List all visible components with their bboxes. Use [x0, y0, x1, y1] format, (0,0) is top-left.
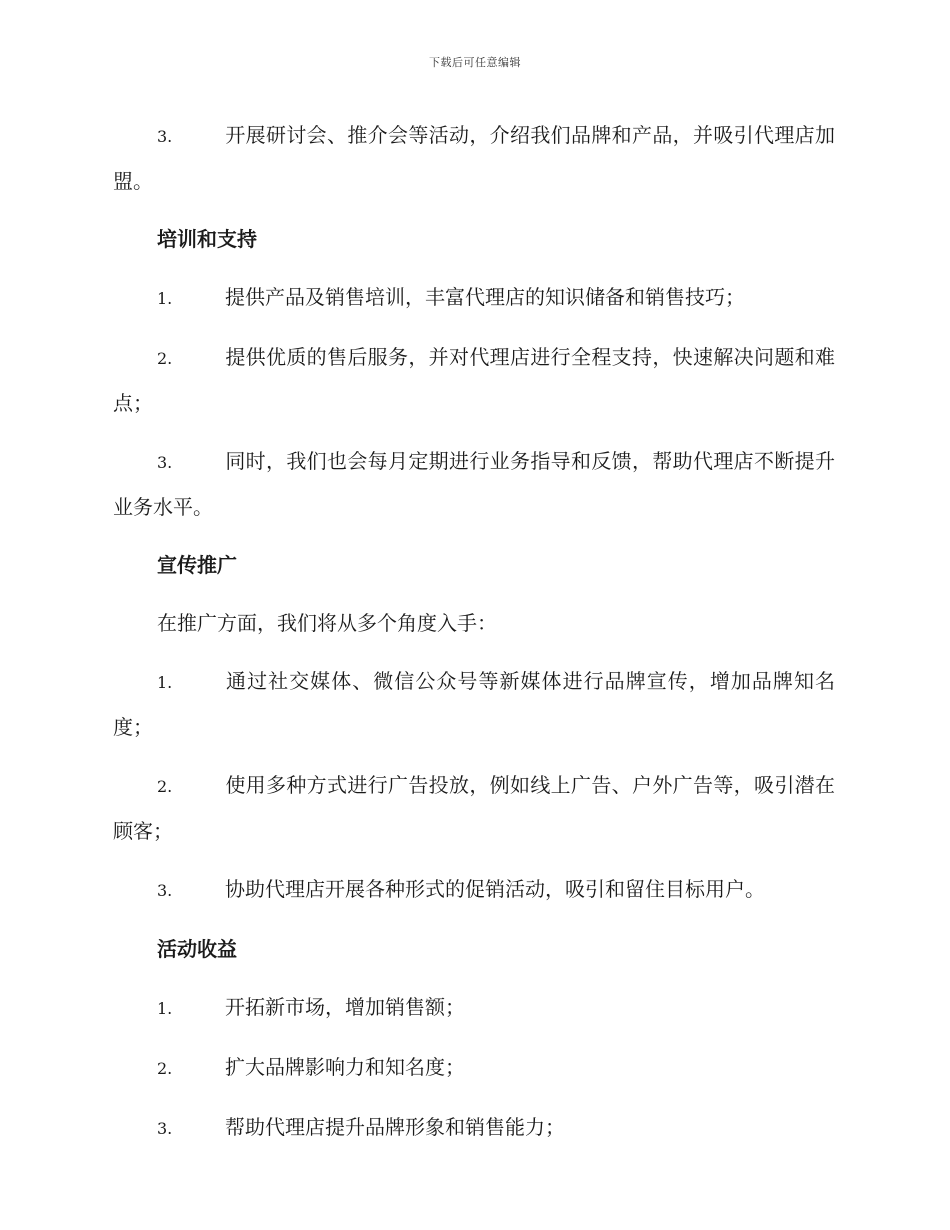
list-item — [113, 659, 835, 749]
list-item — [113, 275, 835, 321]
document-body — [113, 113, 835, 1165]
list-number: 3. — [157, 881, 173, 900]
section-heading: 培训和支持 — [157, 227, 257, 251]
list-item — [113, 1045, 835, 1091]
list-text: 扩大品牌影响力和知名度； — [225, 1055, 465, 1079]
list-text: 提供产品及销售培训，丰富代理店的知识储备和销售技巧； — [225, 285, 745, 309]
list-text: 使用多种方式进行广告投放，例如线上广告、户外广告等，吸引潜在顾客； — [113, 773, 835, 843]
list-number: 2. — [157, 1059, 173, 1078]
list-text: 通过社交媒体、微信公众号等新媒体进行品牌宣传，增加品牌知名度； — [113, 669, 835, 739]
list-item — [113, 867, 835, 913]
section-heading: 活动收益 — [157, 937, 237, 961]
list-item — [113, 439, 835, 529]
list-number: 3. — [157, 1119, 173, 1138]
paragraph: 在推广方面，我们将从多个角度入手： — [157, 611, 497, 635]
page-header: 下载后可任意编辑 — [429, 56, 521, 69]
list-text: 开拓新市场，增加销售额； — [225, 995, 465, 1019]
list-text: 提供优质的售后服务，并对代理店进行全程支持，快速解决问题和难点； — [113, 345, 835, 415]
list-item — [113, 985, 835, 1031]
list-number: 3. — [157, 127, 173, 146]
list-text: 同时，我们也会每月定期进行业务指导和反馈，帮助代理店不断提升业务水平。 — [113, 449, 835, 519]
list-number: 2. — [157, 349, 173, 368]
list-item — [113, 335, 835, 425]
list-item — [113, 763, 835, 853]
list-number: 2. — [157, 777, 173, 796]
list-text: 开展研讨会、推介会等活动，介绍我们品牌和产品，并吸引代理店加盟。 — [113, 123, 835, 193]
list-number: 3. — [157, 453, 173, 472]
list-text: 帮助代理店提升品牌形象和销售能力； — [225, 1115, 565, 1139]
list-item — [113, 113, 835, 203]
section-heading: 宣传推广 — [157, 553, 237, 577]
list-text: 协助代理店开展各种形式的促销活动，吸引和留住目标用户。 — [225, 877, 765, 901]
list-number: 1. — [157, 999, 173, 1018]
list-item — [113, 1105, 835, 1151]
list-number: 1. — [157, 673, 173, 692]
list-number: 1. — [157, 289, 173, 308]
